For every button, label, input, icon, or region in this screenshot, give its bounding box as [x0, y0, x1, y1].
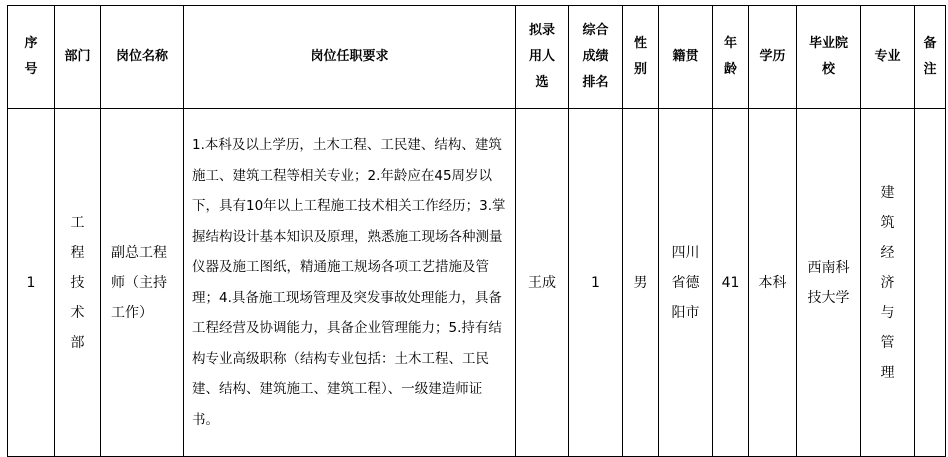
header-gender: 性别	[623, 6, 659, 109]
cell-rank: 1	[569, 109, 623, 457]
header-school: 毕业院校	[797, 6, 861, 109]
table-row	[8, 109, 946, 457]
header-requirements: 岗位任职要求	[184, 6, 516, 109]
header-education: 学历	[749, 6, 797, 109]
cell-dept: 工程技术部	[55, 109, 101, 457]
cell-gender: 男	[623, 109, 659, 457]
cell-post-name: 副总工程师（主持工作）	[101, 109, 184, 457]
header-major: 专业	[861, 6, 915, 109]
cell-education: 本科	[749, 109, 797, 457]
header-post-name: 岗位名称	[101, 6, 184, 109]
cell-candidate: 王成	[516, 109, 569, 457]
header-rank: 综合成绩排名	[569, 6, 623, 109]
recruitment-table	[7, 5, 946, 457]
header-age: 年龄	[713, 6, 749, 109]
header-row	[8, 6, 946, 109]
recruitment-table-container	[7, 5, 946, 457]
header-origin: 籍贯	[659, 6, 713, 109]
header-dept: 部门	[55, 6, 101, 109]
header-remark: 备注	[915, 6, 946, 109]
cell-remark	[915, 109, 946, 457]
cell-requirements: 1.本科及以上学历，土木工程、工民建、结构、建筑施工、建筑工程等相关专业；2.年龄应在45周岁以下，具有10年以上工程施工技术相关工作经历；3.掌握结构设计基本知识及原理，熟悉施工现场各种测量仪器及施工图纸，精通施工规场各项工艺措施及管理；4.具备施工现场管理及突发事故处理能力，具备工程经营及协调能力，具备企业管理能力；5.持有结构专业高级职称（结构专业包括：土木工程、工民建、结构、建筑施工、建筑工程）、一级建造师证书。	[184, 109, 516, 457]
cell-age: 41	[713, 109, 749, 457]
cell-seq: 1	[8, 109, 55, 457]
cell-major: 建筑经济与管理	[861, 109, 915, 457]
cell-school: 西南科技大学	[797, 109, 861, 457]
header-seq: 序号	[8, 6, 55, 109]
header-candidate: 拟录用人选	[516, 6, 569, 109]
cell-origin: 四川省德阳市	[659, 109, 713, 457]
